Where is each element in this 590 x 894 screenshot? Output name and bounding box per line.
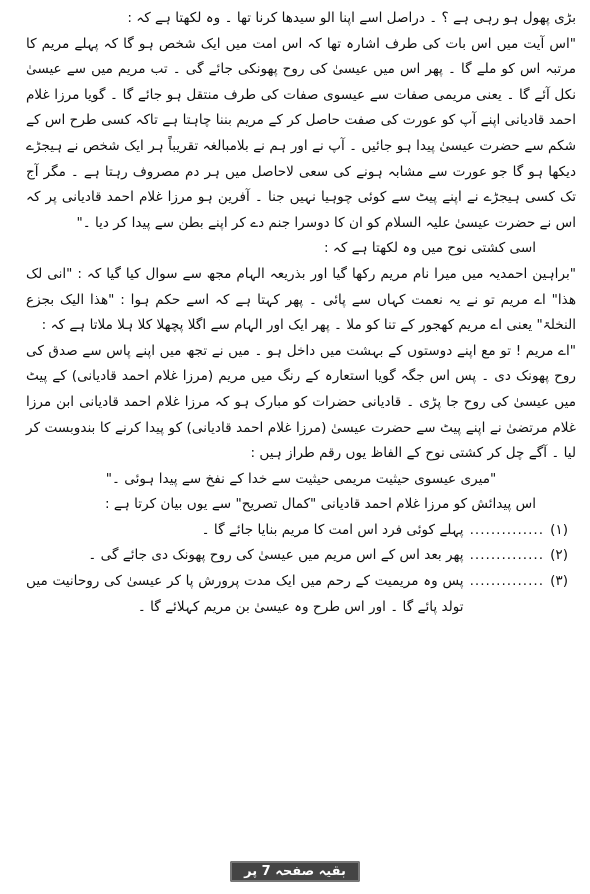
list-item — [26, 569, 576, 620]
list-number: (۳) — [550, 573, 568, 590]
continued-badge: بقیہ صفحہ 7 پر — [230, 861, 360, 882]
quote-line: "میری عیسوی حیثیت مریمی حیثیت سے خدا کے نفخ سے پیدا ہوئی ۔" — [105, 470, 497, 487]
heading-line: اسی کشتی نوح میں وہ لکھتا ہے کہ : — [323, 240, 536, 257]
intro-paragraph: بڑی پھول ہو رہی ہے ؟ ۔ دراصل اسے اپنا الو سیدھا کرنا تھا ۔ وہ لکھتا ہے کہ : — [127, 10, 576, 26]
list-dots: .............. — [469, 573, 545, 590]
quote-paragraph-3: "اے مریم ! تو مع اپنے دوستوں کے بہشت میں داخل ہو ۔ میں نے تجھ میں اپنے پاس سے صدق کی روح پھونک دی ۔ پس اس جگہ گویا استعارہ کے رنگ میں مریم (مرزا غلام احمد قادیانی) کے پیٹ میں عیسیٰ کی روح جا پڑی ۔ قادیانی حضرات کو مبارک ہو کہ مرزا غلام احمد قادیانی ابن مرزا غلام مرتضیٰ نے اپنے پیٹ سے حضرت عیسیٰ (مرزا غلام احمد قادیانی) کو پیدا کرنے کا بندوبست کر لیا ۔ آگے چل کر کشتی نوح کے الفاظ یوں رقم طراز ہیں : — [26, 342, 576, 462]
list-dots: .............. — [469, 547, 545, 564]
list-item — [26, 518, 576, 544]
list-number: (۲) — [550, 547, 568, 564]
list-number: (۱) — [550, 521, 568, 538]
footer — [0, 860, 590, 882]
quote-paragraph-1: "اس آیت میں اس بات کی طرف اشارہ تھا کہ اس امت میں ایک شخص ہو گا کہ پہلے مریم کا مرتبہ اس کو ملے گا ۔ پھر اس میں عیسیٰ کی روح پھونکی جائے گی ۔ تب مریم میں سے عیسیٰ نکل آئے گا ۔ یعنی مریمی صفات سے عیسوی صفات کی طرف منتقل ہو جائے گا ۔ گویا مرزا غلام احمد قادیانی اپنے آپ کو عورت کی صفت حاصل کر کے مریم بننا چاہتا ہے تاکہ کسی طرح اس کے شکم سے حضرت عیسیٰ پیدا ہو جائیں ۔ آپ نے اور ہم نے بلامبالغہ تقریباً ہر ایک شخص نے ہیجڑے دیکھا ہو گا جو عورت سے مشابہ ہونے کی سعی لاحاصل میں ہر دم مصروف رہتا ہے ۔ مگر آج تک کسی ہیجڑے نے اپنے پیٹ سے کوئی چوہیا نہیں جنا ۔ آفرین ہو مرزا غلام احمد قادیانی پر کہ اس نے حضرت عیسیٰ علیہ السلام کو ان کا دوسرا جنم دے کر اپنے بطن سے پیدا کر دیا ۔" — [26, 35, 576, 231]
list-intro: اس پیدائش کو مرزا غلام احمد قادیانی "کمال تصریح" سے یوں بیان کرتا ہے : — [105, 496, 536, 513]
quote-paragraph-2: "براہین احمدیہ میں میرا نام مریم رکھا گیا اور بذریعہ الہام مجھ سے سوال کیا گیا کہ : "انی لک ھذا" اے مریم تو نے یہ نعمت کہاں سے پائی ۔ پھر کہتا ہے کہ اسے حکم ہوا : "ھذا الیک بجزع النخلۃ" یعنی اے مریم کھجور کے تنا کو ملا ۔ پھر ایک اور الہام سے اگلا پچھلا کلا ہلا ملاتا ہے کہ : — [26, 265, 576, 334]
list-item — [26, 543, 576, 569]
document-page — [26, 6, 576, 894]
list-dots: .............. — [469, 521, 545, 538]
list-text: پس وہ مریمیت کے رحم میں ایک مدت پرورش پا کر عیسیٰ کی روحانیت میں تولد پائے گا ۔ اور اس طرح وہ عیسیٰ بن مریم کہلائے گا ۔ — [26, 573, 464, 615]
list-text: پھر بعد اس کے اس مریم میں عیسیٰ کی روح پھونک دی جائے گی ۔ — [88, 547, 464, 564]
list-text: پہلے کوئی فرد اس امت کا مریم بنایا جائے گا ۔ — [201, 521, 464, 538]
